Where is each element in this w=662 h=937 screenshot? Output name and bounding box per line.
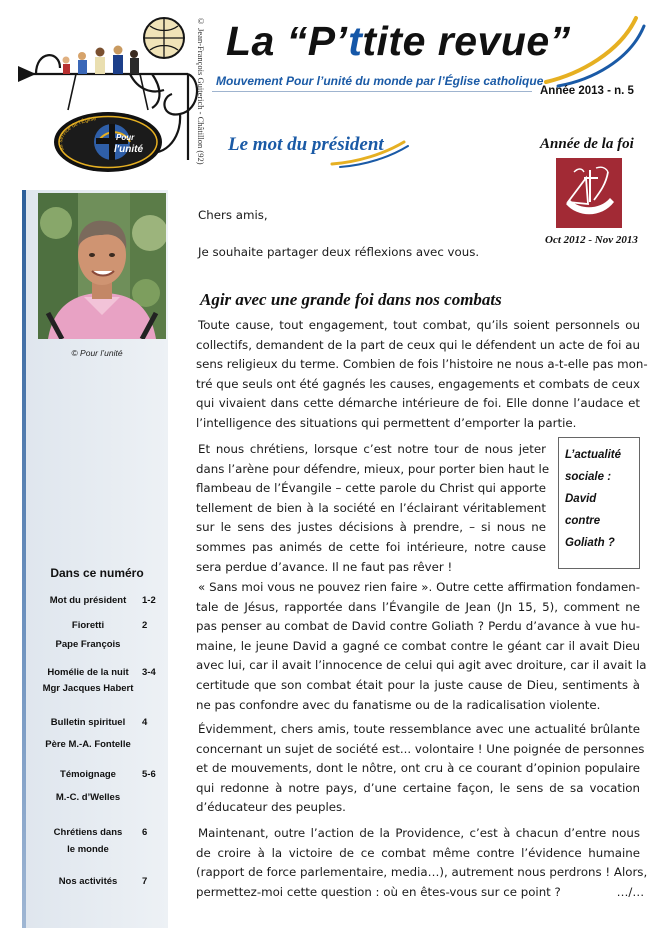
toc-item-label: Homélie de la nuit [47,667,129,678]
title-swoosh-decoration [540,12,650,92]
text-line: Et nous chrétiens, lorsque c’est notre tour de nous jeter [198,442,546,456]
toc-item-sublabel: le monde [67,844,109,855]
issue-number: Année 2013 - n. 5 [540,85,634,97]
paragraph-2 [196,440,550,577]
emblem-sign-word-unite: l'unité [114,144,144,155]
title-part-2: tite revue” [362,18,571,64]
toc-title: Dans ce numéro [50,566,144,580]
text-line: avec lui, car il avait l’innocence de celui qui agit avec droiture, car il avait la [196,658,647,673]
emblem-sign-arc-text: au service de l'Église [58,115,97,152]
toc-item-page: 4 [142,717,148,728]
callout-line: David [565,493,597,505]
emblem-credit: © Jean-François Guiterich - Châtillon (92) [196,16,206,165]
toc-item-sublabel: Père M.-A. Fontelle [45,739,131,750]
paragraph-4 [196,720,645,818]
text-line: de croire à la victoire de ce combat même contre l’évidence humaine [196,845,640,860]
year-of-faith-title: Année de la foi [540,136,634,152]
text-line [196,883,645,903]
text-line: pas penser au combat de David contre Goliath ? Perdu d’avance à vue hu- [196,619,640,634]
paragraph-1 [196,316,648,434]
callout-line: Goliath ? [565,537,615,549]
text-line: et de mouvements, dont le nôtre, ont cru à ce courant d’opinion populaire [196,761,640,776]
title-part-1: La “P’ [226,18,349,64]
toc-item-label: Chrétiens dans [53,827,123,838]
year-of-faith-logo [556,158,622,228]
newsletter-subtitle: Mouvement Pour l’unité du monde par l’Église catholique [216,74,544,88]
toc-item-sublabel: Pape François [55,639,121,650]
toc-item-label: Témoignage [60,769,116,780]
toc-item-page: 6 [142,827,148,838]
newsletter-title [226,18,571,65]
text-line: collectifs, demandent de la part de ceux qui le défendent un acte de foi au [196,337,640,352]
text-line: (rapport de force parlementaire, media…), autrement nous perdrons ! Alors, [196,865,648,880]
toc-item-page: 2 [142,620,148,631]
text-line: tré que seuls ont été gagnés les causes, engagements et combats de ceux [196,376,640,391]
text-line: tellement de bien à la société en l’éclairant véritablement [196,500,546,515]
text-line: flambeau de l’Évangile – cette parole du Christ qui apporte [196,481,546,496]
emblem-sign-illustration [12,10,208,176]
text-line: qui vivaient dans cette démarche intérieure de foi. Elle donne l’audace et [196,396,640,411]
text-line: tale de Jésus, rapportée dans l’Évangile de Jean (Jn 15, 5), comment ne [196,599,640,614]
text-line: d’éducateur des peuples. [196,800,346,815]
text-line: maine, le jeune David a gagné ce combat contre le géant car il avait Dieu [196,638,640,653]
text-line: dans l’arène pour défendre, mieux, pour porter bien haut le [196,461,550,476]
final-question: permettez-moi cette question : où en êtes-vous sur ce point ? [196,884,561,899]
callout-line: contre [565,515,601,527]
section-title: Le mot du président [228,134,384,155]
text-line: « Sans moi vous ne pouvez rien faire ». Outre cette affirmation fondamen- [198,580,640,594]
text-line: sommes pas animés de cette foi intérieure, notre cause [196,539,546,554]
paragraph-5 [196,824,648,902]
callout-line: L’actualité [565,449,622,461]
callout-box [558,437,640,569]
text-line: certitude que son combat était pour la juste cause de Dieu, sentiments à [196,677,640,692]
president-photo [38,193,166,339]
toc-item-label: Mot du président [49,595,127,606]
text-line: Évidemment, chers amis, toute ressemblance avec une actualité brûlante [198,722,640,736]
text-line: sens religieux du terme. Combien de fois l’histoire ne nous a-t-elle pas mon- [196,357,648,372]
article-heading: Agir avec une grande foi dans nos combats [200,290,502,309]
section-title-swoosh [330,140,410,168]
toc-item-label: Nos activités [58,876,118,887]
toc-item-page: 5-6 [142,769,156,780]
text-line: Maintenant, outre l’action de la Providence, c’est à chacun d’entre nous [198,826,640,840]
toc-item-page: 1-2 [142,595,156,606]
toc-item-sublabel: Mgr Jacques Habert [42,683,134,694]
text-line: ne pas confondre avec du fanatisme ou de la radicalisation violente. [196,697,601,712]
emblem-sign-word-pour: Pour [116,133,135,142]
greeting: Chers amis, [198,208,268,222]
continued-marker: …/… [616,884,645,899]
callout-line: sociale : [565,471,612,483]
text-line: Toute cause, tout engagement, tout combat, qu’ils soient personnels ou [198,318,640,332]
text-line: concernant un sujet de société est... volontaire ! Une poignée de personnes [196,741,645,756]
text-line: sera perdue d’avance. Il ne faut pas rêver ! [196,559,453,574]
toc-item-page: 3-4 [142,667,156,678]
title-part-accent: t [348,18,363,64]
intro-sentence: Je souhaite partager deux réflexions avec vous. [198,245,480,259]
photo-caption: © Pour l’unité [71,348,123,358]
toc-item-sublabel: M.-C. d’Welles [55,792,121,803]
text-line: l’intelligence des situations qui permettent d’emporter la partie. [196,415,577,430]
toc-item-page: 7 [142,876,148,887]
toc-item-label: Bulletin spirituel [50,717,126,728]
header-divider [212,91,532,92]
paragraph-3 [196,578,647,715]
year-of-faith-dates: Oct 2012 - Nov 2013 [545,234,638,246]
toc-item-label: Fioretti [71,620,105,631]
text-line: qui redonne à notre pays, d’une certaine façon, le sens de sa vocation [196,780,640,795]
text-line: sur le sens des justes décisions à prendre, – si nous ne [196,520,546,535]
